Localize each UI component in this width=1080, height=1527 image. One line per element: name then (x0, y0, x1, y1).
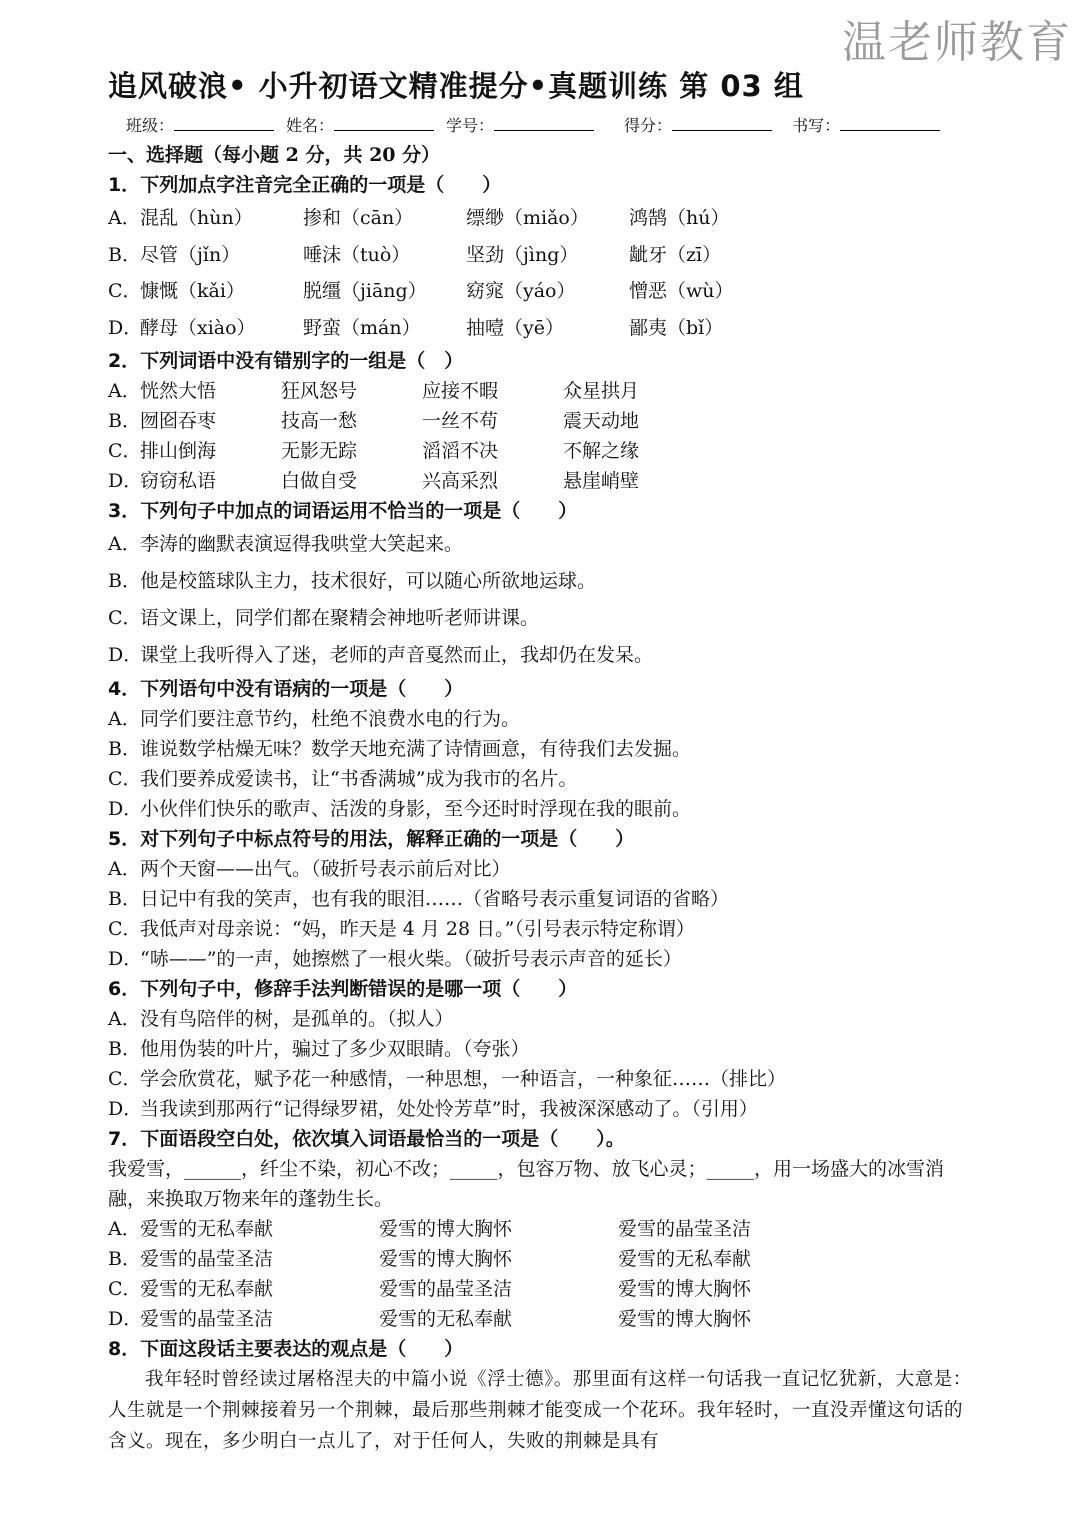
option-row: D． “哧——”的一声，她擦燃了一根火柴。（破折号表示声音的延长） (108, 948, 682, 970)
question-stem: 2．下列词语中没有错别字的一组是（ ） (108, 350, 464, 372)
option-row: A． 没有鸟陪伴的树，是孤单的。（拟人） (108, 1008, 454, 1030)
option-row: A． 两个天窗——出气。（破折号表示前后对比） (108, 858, 511, 880)
option-row: D． 窃窃私语 白做自受 兴高采烈 悬崖峭壁 (108, 470, 640, 492)
option-row: A． 爱雪的无私奉献 爱雪的博大胸怀 爱雪的晶莹圣洁 (108, 1218, 752, 1240)
info-name-field: 姓名： (286, 112, 434, 140)
option-row: B． 囫囵吞枣 技高一愁 一丝不苟 震天动地 (108, 410, 640, 432)
section-heading: 一、选择题（每小题 2 分，共 20 分） (108, 144, 441, 166)
option-row: C． 排山倒海 无影无踪 滔滔不决 不解之缘 (108, 440, 640, 462)
blank-line (840, 114, 940, 131)
option-row: C． 爱雪的无私奉献 爱雪的晶莹圣洁 爱雪的博大胸怀 (108, 1278, 752, 1300)
option-row: B． 日记中有我的笑声，也有我的眼泪……（省略号表示重复词语的省略） (108, 888, 730, 910)
option-row: B． 他用伪装的叶片，骗过了多少双眼睛。（夸张） (108, 1038, 530, 1060)
passage-text: 我年轻时曾经读过屠格涅夫的中篇小说《浮士德》。那里面有这样一句话我一直记忆犹新，大意是：人生就是一个荆棘接着另一个荆棘，最后那些荆棘才能变成一个花环。我年轻时，一直没弄懂这句话的含义。现在，多少明白一点儿了，对于任何人，失败的荆棘是具有 (108, 1369, 972, 1452)
question-stem: 5．对下列句子中标点符号的用法，解释正确的一项是（ ） (108, 828, 635, 850)
student-info-row (126, 112, 978, 140)
question-stem: 7．下面语段空白处，依次填入词语最恰当的一项是（ ）。 (108, 1128, 625, 1150)
question-stem: 6．下列句子中，修辞手法判断错误的是哪一项（ ） (108, 978, 578, 1000)
option-row: D． 小伙伴们快乐的歌声、活泼的身影，至今还时时浮现在我的眼前。 (108, 798, 692, 820)
option-row: C． 慷慨（kǎi） 脱缰（jiāng） 窈窕（yáo） 憎恶（wù） (108, 280, 734, 302)
info-writing-field: 书写： (792, 112, 940, 140)
watermark: 温老师教育 (842, 17, 1072, 68)
option-row: D． 爱雪的晶莹圣洁 爱雪的无私奉献 爱雪的博大胸怀 (108, 1308, 752, 1330)
exam-page (108, 62, 978, 1457)
passage-text: 我爱雪，______，纤尘不染，初心不改；_____，包容万物、放飞心灵；_____，用一场盛大的冰雪消融，来换取万物来年的蓬勃生长。 (108, 1158, 945, 1210)
info-score-field: 得分： (624, 112, 772, 140)
page-title: 追风破浪• 小升初语文精准提分•真题训练 第 03 组 (108, 69, 804, 103)
option-row: B． 他是校篮球队主力，技术很好，可以随心所欲地运球。 (108, 570, 597, 592)
option-row: A． 混乱（hùn） 掺和（cān） 缥缈（miǎo） 鸿鹄（hú） (108, 207, 730, 229)
blank-line (494, 114, 594, 131)
blank-line (174, 114, 274, 131)
question-stem: 1．下列加点字注音完全正确的一项是（ ） (108, 174, 502, 196)
blank-line (334, 114, 434, 131)
option-row: D． 课堂上我听得入了迷，老师的声音戛然而止，我却仍在发呆。 (108, 644, 654, 666)
question-stem: 3．下列句子中加点的词语运用不恰当的一项是（ ） (108, 500, 578, 522)
option-row: C． 我们要养成爱读书，让“书香满城”成为我市的名片。 (108, 768, 578, 790)
info-id-field: 学号： (446, 112, 594, 140)
option-row: C． 我低声对母亲说：“妈，昨天是 4 月 28 日。”（引号表示特定称谓） (108, 918, 695, 940)
info-class-field: 班级： (126, 112, 274, 140)
option-row: B． 谁说数学枯燥无味？数学天地充满了诗情画意，有待我们去发掘。 (108, 738, 692, 760)
question-stem: 4．下列语句中没有语病的一项是（ ） (108, 678, 464, 700)
option-row: C． 学会欣赏花，赋予花一种感情，一种思想，一种语言，一种象征……（排比） (108, 1068, 787, 1090)
option-row: A． 同学们要注意节约，杜绝不浪费水电的行为。 (108, 708, 521, 730)
option-row: B． 爱雪的晶莹圣洁 爱雪的博大胸怀 爱雪的无私奉献 (108, 1248, 752, 1270)
question-stem: 8．下面这段话主要表达的观点是（ ） (108, 1338, 464, 1360)
option-row: A． 李涛的幽默表演逗得我哄堂大笑起来。 (108, 533, 464, 555)
option-row: D． 酵母（xiào） 野蛮（mán） 抽噎（yē） 鄙夷（bǐ） (108, 316, 724, 339)
option-row: A． 恍然大悟 狂风怒号 应接不暇 众星拱月 (108, 380, 640, 402)
option-row: D． 当我读到那两行“记得绿罗裙，处处怜芳草”时，我被深深感动了。（引用） (108, 1098, 758, 1120)
option-row: B． 尽管（jǐn） 唾沫（tuò） 坚劲（jìng） 龇牙（zī） (108, 243, 722, 266)
blank-line (672, 114, 772, 131)
option-row: C． 语文课上，同学们都在聚精会神地听老师讲课。 (108, 607, 540, 629)
